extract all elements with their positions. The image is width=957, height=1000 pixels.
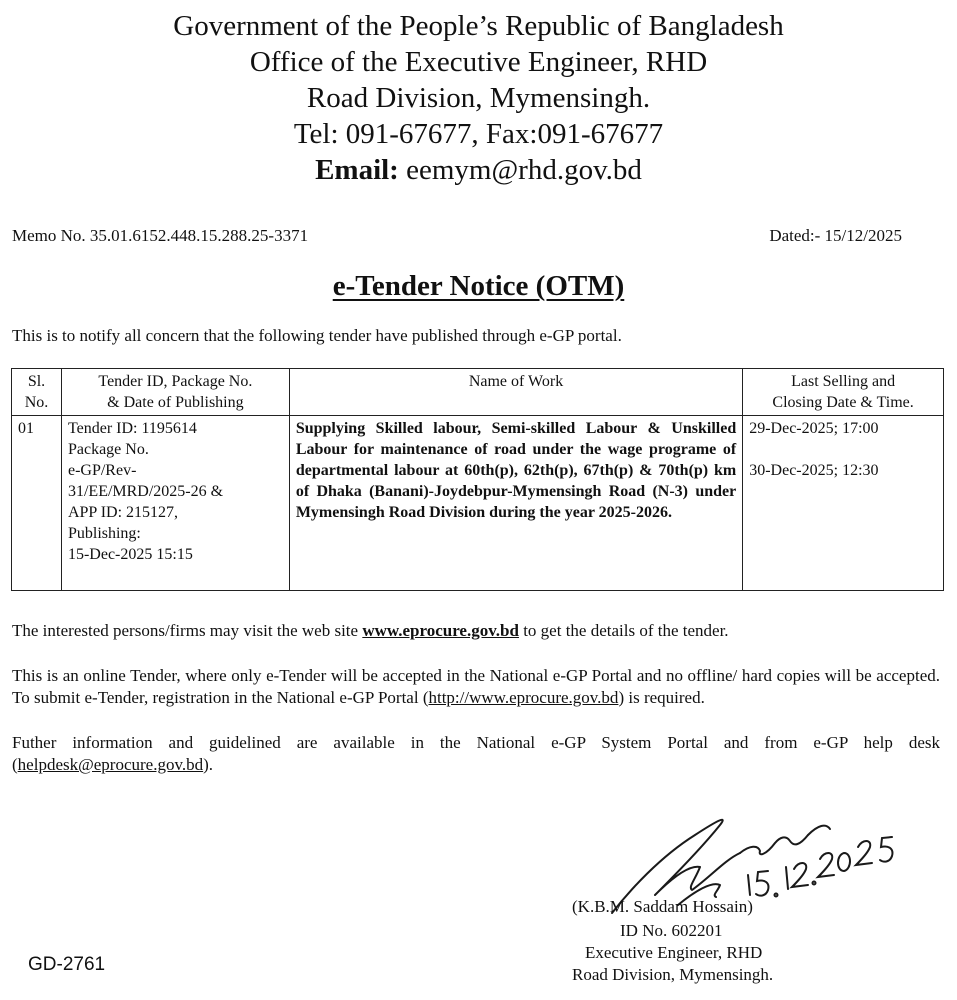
last-selling-date: 29-Dec-2025; 17:00 <box>749 420 879 437</box>
email-label: Email: <box>315 154 399 186</box>
cell-sl: 01 <box>12 416 62 591</box>
website-paragraph: The interested persons/firms may visit the web site www.eprocure.gov.bd to get the details of the tender. <box>12 621 729 640</box>
eprocure-link[interactable]: www.eprocure.gov.bd <box>362 621 519 640</box>
tender-table <box>11 368 944 591</box>
header-sl: Sl. No. <box>12 369 62 416</box>
officer-id: ID No. 602201 <box>620 921 723 940</box>
header-line-office: Office of the Executive Engineer, RHD <box>249 46 708 78</box>
header-line-government: Government of the People’s Republic of Bangladesh <box>173 10 784 42</box>
document-code: GD-2761 <box>28 954 106 975</box>
notice-title: e-Tender Notice (OTM) <box>332 270 625 302</box>
header-name-of-work: Name of Work <box>289 369 742 416</box>
header-line-phone: Tel: 091-67677, Fax:091-67677 <box>293 118 664 150</box>
header-tender-id: Tender ID, Package No. & Date of Publishing <box>61 369 289 416</box>
cell-dates <box>743 416 944 591</box>
eprocure-url-link[interactable]: http://www.eprocure.gov.bd <box>428 688 619 707</box>
cell-tender-details: Tender ID: 1195614 Package No. e-GP/Rev- 31/EE/MRD/2025-26 & APP ID: 215127, Publishing: 15-Dec-2025 15:15 <box>61 416 289 591</box>
cell-name-of-work: Supplying Skilled labour, Semi-skilled Labour & Unskilled Labour for maintenance of road under the wage programe of departmental labour at 60th(p), 62th(p), 67th(p) & 70th(p) km of Dhaka (Banani)-Joydebpur-Mymensingh Road (N-3) under Mymensingh Road Division during the year 2025-2026. <box>289 416 742 591</box>
helpdesk-email-link[interactable]: helpdesk@eprocure.gov.bd <box>17 755 204 774</box>
officer-name: (K.B.M. Saddam Hossain) <box>572 897 753 916</box>
header-dates: Last Selling and Closing Date & Time. <box>743 369 944 416</box>
officer-office: Road Division, Mymensingh. <box>572 965 774 984</box>
online-tender-paragraph: This is an online Tender, where only e-Tender will be accepted in the National e-GP Portal and no offline/ hard copies will be accepted. To submit e-Tender, registration in the National e-GP Portal (http://www.eprocure.gov.bd) is required. <box>12 666 940 707</box>
table-header-row <box>12 369 944 416</box>
header-email <box>0 152 957 188</box>
memo-date: Dated:- 15/12/2025 <box>769 226 902 245</box>
table-row <box>12 416 944 591</box>
email-value: eemym@rhd.gov.bd <box>406 154 642 186</box>
officer-designation: Executive Engineer, RHD <box>585 943 763 962</box>
header-line-division: Road Division, Mymensingh. <box>306 82 651 114</box>
closing-date: 30-Dec-2025; 12:30 <box>749 462 879 479</box>
memo-number: Memo No. 35.01.6152.448.15.288.25-3371 <box>12 226 309 245</box>
intro-text: This is to notify all concern that the following tender have published through e-GP portal. <box>12 326 622 345</box>
helpdesk-paragraph: Futher information and guidelined are available in the National e-GP System Portal and from e-GP help desk (helpdesk@eprocure.gov.bd). <box>12 733 940 774</box>
